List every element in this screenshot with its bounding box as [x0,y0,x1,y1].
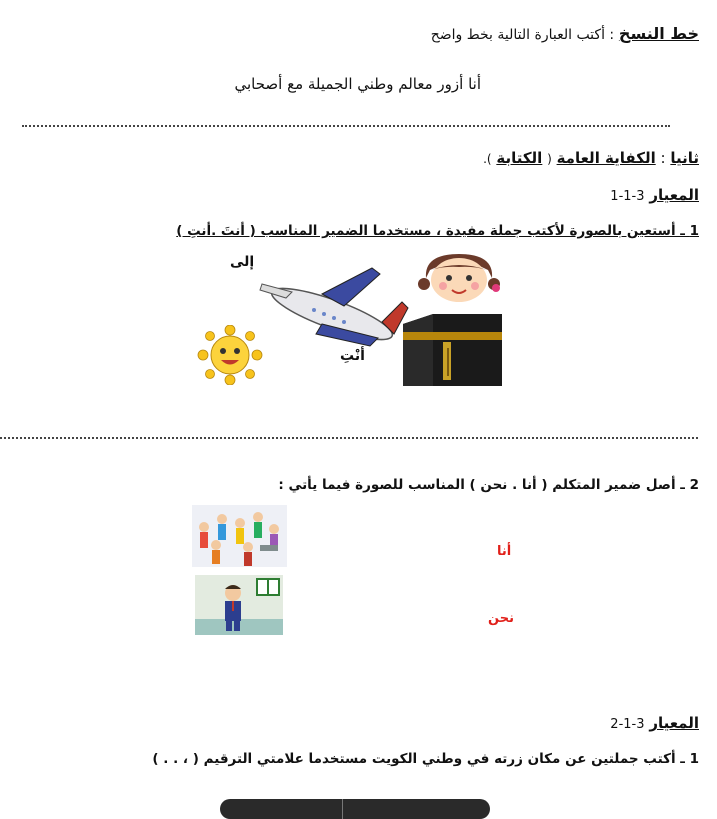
bottom-bar-divider [342,799,343,819]
section-two-title: الكفاية العامة [556,149,656,167]
question-2-label: 2 ـ أصل ضمير المتكلم ( أنا . نحن ) المناسب للصورة فيما يأتي : [278,477,699,493]
group-kids-image [192,505,287,567]
question-2-text [278,477,699,493]
section-two-prefix: ثانيا [670,149,699,167]
question-1-text: 1 ـ أستعين بالصورة لأكتب جملة مفيدة ، مستخدما الضمير المناسب ( أنتَ .أنتِ ) [176,223,699,239]
standard-2-label: المعيار [649,714,699,732]
standard-2 [610,714,699,732]
standard-2-code: 3-1-2 [610,717,645,732]
section-two-paren-close: ). [483,152,492,166]
copy-sentence: أنا أزور معالم وطني الجميلة مع أصحابي [234,75,481,93]
divider-1 [22,125,670,127]
section-two-subtitle: الكتابة [496,149,543,167]
airplane-image [252,264,412,354]
option-ana[interactable]: أنا [497,544,512,559]
label-you: أنْتِ [340,348,365,364]
boy-image [195,575,283,635]
section-two-heading [483,149,699,167]
copy-heading [431,24,699,43]
question-3-text: 1 ـ أكتب جملتين عن مكان زرته في وطني الكويت مستخدما علامتي الترقيم ( ، . . ) [152,751,699,767]
girl-face-image [414,248,504,308]
divider-2 [0,437,698,439]
section-two-colon: : [660,149,666,167]
kaaba-image [403,312,502,386]
label-to: إلى [230,254,255,270]
option-nahnu[interactable]: نحن [488,611,514,626]
section-two-paren-open: ( [547,152,552,166]
standard-1-label: المعيار [649,186,699,204]
sun-image [197,325,263,385]
copy-instruction: : أكتب العبارة التالية بخط واضح [430,27,615,43]
copy-title: خط النسخ [618,24,699,43]
standard-1 [610,186,699,204]
bottom-bar [220,799,490,819]
standard-1-code: 3-1-1 [610,189,645,204]
